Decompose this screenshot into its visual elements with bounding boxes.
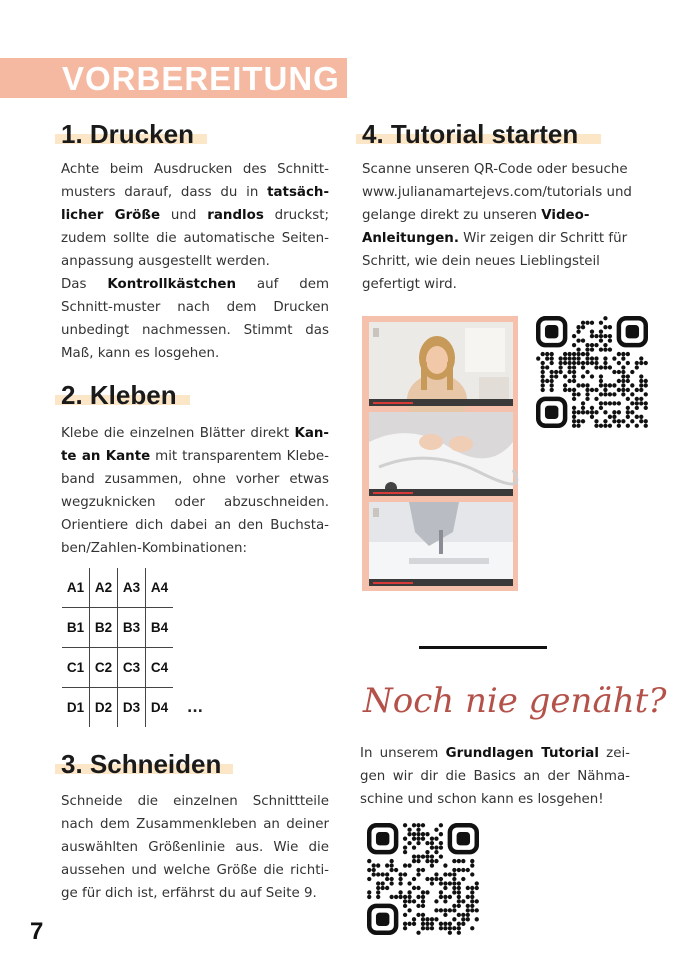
grid-cell: A2 [90, 568, 118, 608]
paragraph-schneiden: Schneide die einzelnen Schnittteile nach dem Zusammenkleben an deiner auswählten Größenlinie aus. Wie die aussehen und welche Größe die richti-ge für dich ist, erfährst du auf Seite 9. [61, 794, 329, 901]
grid-cell: D3 [118, 688, 146, 728]
grid-cell: D4 [150, 700, 169, 715]
heading-tutorial: 4. Tutorial starten [362, 119, 579, 149]
sewing-machine-image [369, 502, 513, 586]
video-controls[interactable] [369, 579, 513, 586]
grid-cell: C1 [62, 648, 90, 688]
grid-row [62, 648, 173, 688]
grid-cell: B4 [146, 608, 174, 648]
fabric-image [369, 412, 513, 496]
video-progress[interactable] [373, 582, 413, 584]
grid-cell: D2 [90, 688, 118, 728]
grid-cell: C3 [118, 648, 146, 688]
section-divider [419, 646, 547, 649]
heading-kleben: 2. Kleben [61, 380, 177, 410]
video-progress[interactable] [373, 402, 413, 404]
heading-drucken: 1. Drucken [61, 119, 194, 149]
page-number: 7 [30, 918, 44, 945]
video-controls[interactable] [369, 489, 513, 496]
presenter-image [369, 322, 513, 406]
paragraph-grundlagen: In unserem Grundlagen Tutorial zei-gen wir dir die Basics an der Nähma-schine und schon kann es losgehen! [360, 746, 630, 807]
grid-cell: B3 [118, 608, 146, 648]
paragraph-kleben: Klebe die einzelnen Blätter direkt Kan-te an Kante mit transparentem Klebe-band zusammen, ohne vorher etwas wegzuknicken oder abzuschneiden. Orientiere dich dabei an den Buchsta-ben/Zahlen-Kombinationen: [61, 426, 329, 556]
script-heading-text: Noch nie genäht? [363, 681, 667, 721]
video-thumbnail-sewing-machine[interactable] [369, 502, 513, 586]
grid-cell: B2 [90, 608, 118, 648]
grid-cell: A3 [118, 568, 146, 608]
paragraph-drucken: Achte beim Ausdrucken des Schnitt-musters darauf, dass du in tatsäch-licher Größe und randlos druckst; zudem sollte die automatische Seiten-anpassung ausgestellt werden. Das Kontrollkästchen auf dem Schnitt-muster nach dem Drucken unbedingt nachmessen. Stimmt das Maß, kann es losgehen. [61, 162, 330, 361]
grid-cell: C2 [90, 648, 118, 688]
grid-row [62, 608, 173, 648]
grid-cell: D1 [62, 688, 90, 728]
grid-cell: A4 [146, 568, 174, 608]
tutorial-qr-code[interactable] [536, 316, 648, 428]
paragraph-tutorial: Scanne unseren QR-Code oder besuche www.julianamartejevs.com/tutorials und gelange direkt zu unseren Video-Anleitungen. Wir zeigen dir Schritt für Schritt, wie dein neues Lieblingsteil gefertigt wird. [362, 162, 632, 292]
video-thumbnail-presenter[interactable] [369, 322, 513, 406]
grid-row [62, 568, 173, 608]
grid-cell: C4 [146, 648, 174, 688]
heading-schneiden: 3. Schneiden [61, 749, 222, 779]
video-controls[interactable] [369, 399, 513, 406]
section-title: VORBEREITUNG [62, 60, 340, 97]
grid-cell: B1 [62, 608, 90, 648]
grid-cell: A1 [62, 568, 90, 608]
basics-qr-code[interactable] [367, 823, 479, 935]
grid-row [62, 688, 173, 728]
page-layout-grid [62, 568, 173, 727]
script-heading-noch-nie-genaeht [357, 668, 667, 730]
video-thumbnail-fabric[interactable] [369, 412, 513, 496]
grid-ellipsis: ... [187, 700, 203, 716]
video-progress[interactable] [373, 492, 413, 494]
